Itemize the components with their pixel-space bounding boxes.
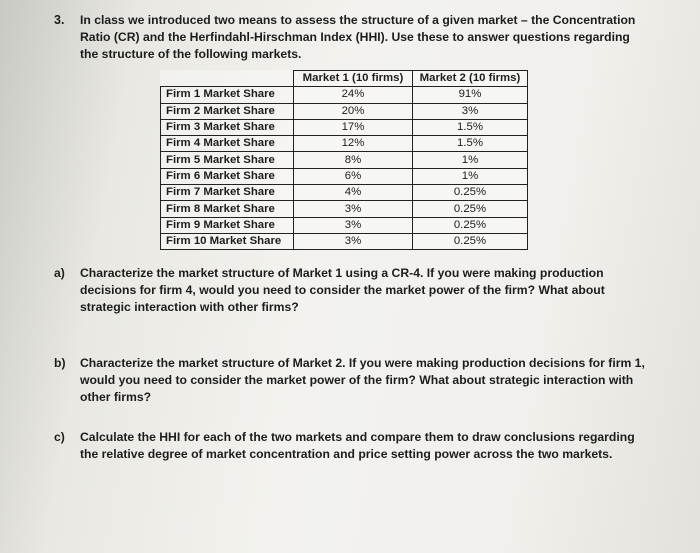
part-c-text: Calculate the HHI for each of the two markets and compare them to draw conclusions regarding the relative degree of market concentration and price setting power across the two markets. (80, 430, 635, 461)
header-market-2: Market 2 (10 firms) (413, 71, 528, 87)
market-2-share-cell: 1.5% (413, 136, 528, 152)
table-row (161, 185, 528, 201)
market-2-share-cell: 1.5% (413, 119, 528, 135)
market-1-share-cell: 4% (294, 185, 413, 201)
table-row (161, 168, 528, 184)
market-2-share-cell: 0.25% (413, 233, 528, 249)
part-b-label: b) (54, 356, 66, 370)
market-2-share-cell: 1% (413, 152, 528, 168)
table-body (161, 87, 528, 250)
row-label-cell: Firm 3 Market Share (161, 119, 294, 135)
market-2-share-cell: 3% (413, 103, 528, 119)
row-label-cell: Firm 9 Market Share (161, 217, 294, 233)
table-row (161, 201, 528, 217)
market-1-share-cell: 12% (294, 136, 413, 152)
market-1-share-cell: 3% (294, 233, 413, 249)
part-c-label: c) (54, 430, 65, 444)
table-row (161, 103, 528, 119)
market-2-share-cell: 0.25% (413, 201, 528, 217)
market-1-share-cell: 3% (294, 201, 413, 217)
table-row (161, 217, 528, 233)
market-2-share-cell: 1% (413, 168, 528, 184)
part-a-label: a) (54, 266, 65, 280)
row-label-cell: Firm 2 Market Share (161, 103, 294, 119)
row-label-cell: Firm 6 Market Share (161, 168, 294, 184)
question-number: 3. (54, 13, 65, 27)
market-1-share-cell: 20% (294, 103, 413, 119)
table-row (161, 87, 528, 103)
row-label-cell: Firm 7 Market Share (161, 185, 294, 201)
part-a-text: Characterize the market structure of Market 1 using a CR-4. If you were making production decisions for firm 4, would you need to consider the market power of the firm? What about strategic interaction with other firms? (80, 266, 605, 314)
row-label-cell: Firm 8 Market Share (161, 201, 294, 217)
row-label-cell: Firm 1 Market Share (161, 87, 294, 103)
market-2-share-cell: 0.25% (413, 217, 528, 233)
market-share-table (160, 70, 528, 250)
row-label-cell: Firm 4 Market Share (161, 136, 294, 152)
table-header-row (161, 71, 528, 87)
header-market-1: Market 1 (10 firms) (294, 71, 413, 87)
table-row (161, 119, 528, 135)
part-b-text: Characterize the market structure of Market 2. If you were making production decisions for firm 1, would you need to consider the market power of the firm? What about strategic interaction with other firms? (80, 356, 645, 404)
row-label-cell: Firm 5 Market Share (161, 152, 294, 168)
table-row (161, 136, 528, 152)
table-corner-cell (161, 71, 294, 87)
market-1-share-cell: 8% (294, 152, 413, 168)
market-1-share-cell: 3% (294, 217, 413, 233)
market-1-share-cell: 24% (294, 87, 413, 103)
question-text: In class we introduced two means to assess the structure of a given market – the Concentration Ratio (CR) and the Herfindahl-Hirschman Index (HHI). Use these to answer questions regarding the structure of the following markets. (80, 13, 636, 61)
market-1-share-cell: 6% (294, 168, 413, 184)
market-2-share-cell: 91% (413, 87, 528, 103)
table-row (161, 233, 528, 249)
row-label-cell: Firm 10 Market Share (161, 233, 294, 249)
table-row (161, 152, 528, 168)
market-1-share-cell: 17% (294, 119, 413, 135)
market-2-share-cell: 0.25% (413, 185, 528, 201)
